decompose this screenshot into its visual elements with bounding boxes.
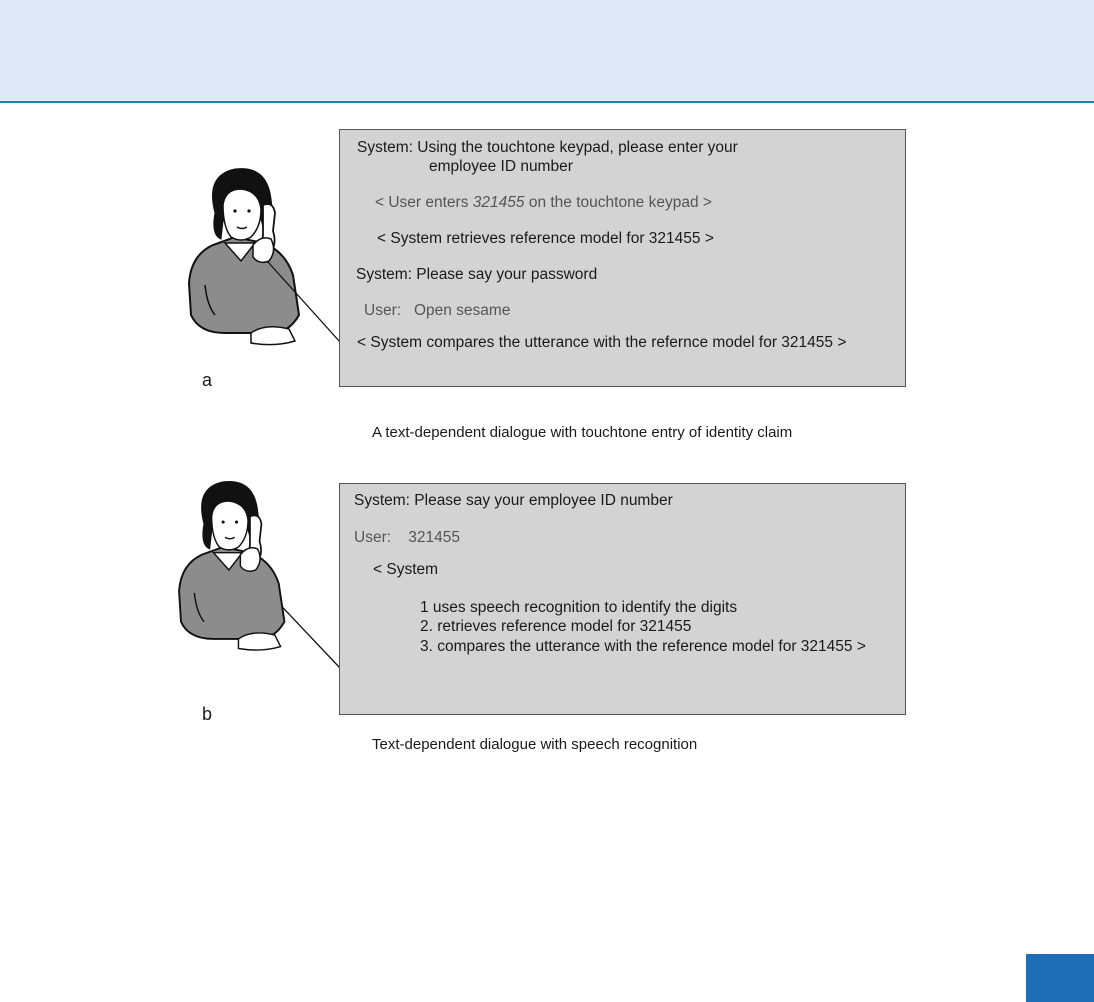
caption-a: A text-dependent dialogue with touchtone entry of identity claim [372, 424, 793, 441]
panel-a-line2 [375, 194, 712, 212]
panel-b-step2: 2. retrieves reference model for 321455 [420, 618, 692, 635]
panel-b-line1: System: Please say your employee ID number [354, 492, 673, 509]
panel-b-step1: 1 uses speech recognition to identify the digits [420, 599, 738, 616]
panel-b-step3: 3. compares the utterance with the reference model for 321455 > [420, 638, 866, 655]
caption-b: Text-dependent dialogue with speech recognition [372, 736, 698, 753]
panel-a-line2-pre: < User enters [375, 194, 473, 211]
panel-a-line5: User: Open sesame [364, 302, 511, 319]
panel-a-line1b: employee ID number [429, 158, 573, 175]
figure-letter-b: b [202, 704, 213, 724]
page-corner-tab [1026, 954, 1094, 1002]
panel-a-line2-post: on the touchtone keypad > [524, 194, 712, 211]
woman-on-phone-icon [185, 165, 315, 355]
panel-b-line2: User: 321455 [354, 529, 460, 546]
panel-a-line6: < System compares the utterance with the refernce model for 321455 > [357, 334, 847, 351]
figure-letter-a: a [202, 370, 213, 390]
panel-b-line3: < System [373, 561, 439, 578]
panel-a-line3: < System retrieves reference model for 321455 > [377, 230, 714, 247]
panel-a-line2-num: 321455 [472, 194, 525, 211]
header-band [0, 0, 1094, 103]
panel-a-line1: System: Using the touchtone keypad, please enter your [357, 139, 738, 156]
panel-a-line4: System: Please say your password [356, 266, 598, 283]
woman-on-phone-icon [175, 478, 300, 660]
